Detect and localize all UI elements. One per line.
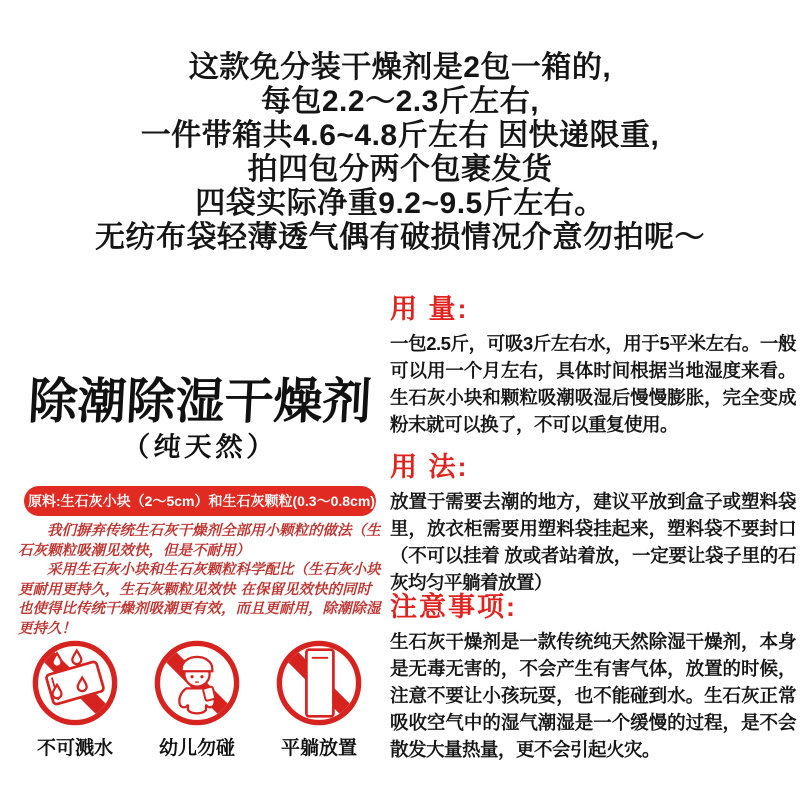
- section-precautions: [390, 591, 796, 763]
- product-subtitle: （纯天然）: [121, 432, 279, 463]
- product-title: 除潮除湿干燥剂: [26, 372, 374, 430]
- no-children-icon: [152, 638, 242, 728]
- materials-banner: 原料:生石灰小块（2～5cm）和生石灰颗粒(0.3～0.8cm)混装: [24, 486, 376, 516]
- section-body: 生石灰干燥剂是一款传统纯天然除湿干燥剂，本身是无毒无害的，不会产生有害气体，放置的时候，注意不要让小孩玩耍，也不能碰到水。生石灰正常吸收空气中的湿气潮湿是一个缓慢的过程，是不会散发大量热量，更不会引起火灾。: [390, 631, 796, 760]
- shipping-notice-line: 四袋实际净重9.2~9.5斤左右。: [195, 187, 605, 220]
- section-heading: 用 量:: [390, 294, 469, 324]
- shipping-notice-line: 每包2.2～2.3斤左右,: [260, 85, 540, 118]
- product-description: [18, 521, 384, 638]
- warning-item-no-water: [22, 638, 128, 760]
- description-paragraph: 采用生石灰小块和生石灰颗粒科学配比（生石灰小块更耐用更持久，生石灰颗粒见效快 在保留见效快的同时也使得比传统干燥剂吸潮更有效，而且更耐用，除潮除湿更持久！: [18, 561, 381, 637]
- shipping-notice-line: 一件带箱共4.6~4.8斤左右 因快递限重,: [140, 119, 660, 152]
- warning-icons-row: [22, 638, 372, 760]
- shipping-notice-line: 无纺布袋轻薄透气偶有破损情况介意勿拍呢～: [95, 221, 705, 254]
- shipping-notice-line: 拍四包分两个包裹发货: [247, 153, 553, 186]
- section-usage: [390, 451, 796, 596]
- section-body: 一包2.5斤，可吸3斤左右水，用于5平米左右。一般可以用一个月左右，具体时间根据当地湿度来看。生石灰小块和颗粒吸潮吸湿后慢慢膨胀，完全变成粉末就可以换了，不可以重复使用。: [390, 333, 796, 435]
- section-heading: 用 法:: [390, 452, 469, 482]
- no-water-splash-icon: [30, 638, 120, 728]
- section-heading: 注意事项:: [390, 592, 517, 622]
- warning-label: 不可溅水: [36, 738, 113, 759]
- shipping-notice-line: 这款免分装干燥剂是2包一箱的,: [188, 51, 612, 84]
- warning-label: 幼儿勿碰: [158, 738, 235, 759]
- section-body: 放置于需要去潮的地方，建议平放到盒子或塑料袋里，放衣柜需要用塑料袋挂起来，塑料袋不要封口（不可以挂着 放或者站着放，一定要让袋子里的石灰均匀平躺着放置）: [390, 491, 796, 593]
- warning-label: 平躺放置: [280, 738, 357, 759]
- section-dosage: [390, 293, 796, 438]
- lay-flat-icon: [274, 638, 364, 728]
- warning-item-no-children: [144, 638, 250, 760]
- shipping-notice: [0, 51, 800, 255]
- warning-item-lay-flat: [266, 638, 372, 760]
- description-paragraph: 我们摒弃传统生石灰干燥剂全部用小颗粒的做法（生石灰颗粒吸潮见效快，但是不耐用）: [18, 522, 381, 559]
